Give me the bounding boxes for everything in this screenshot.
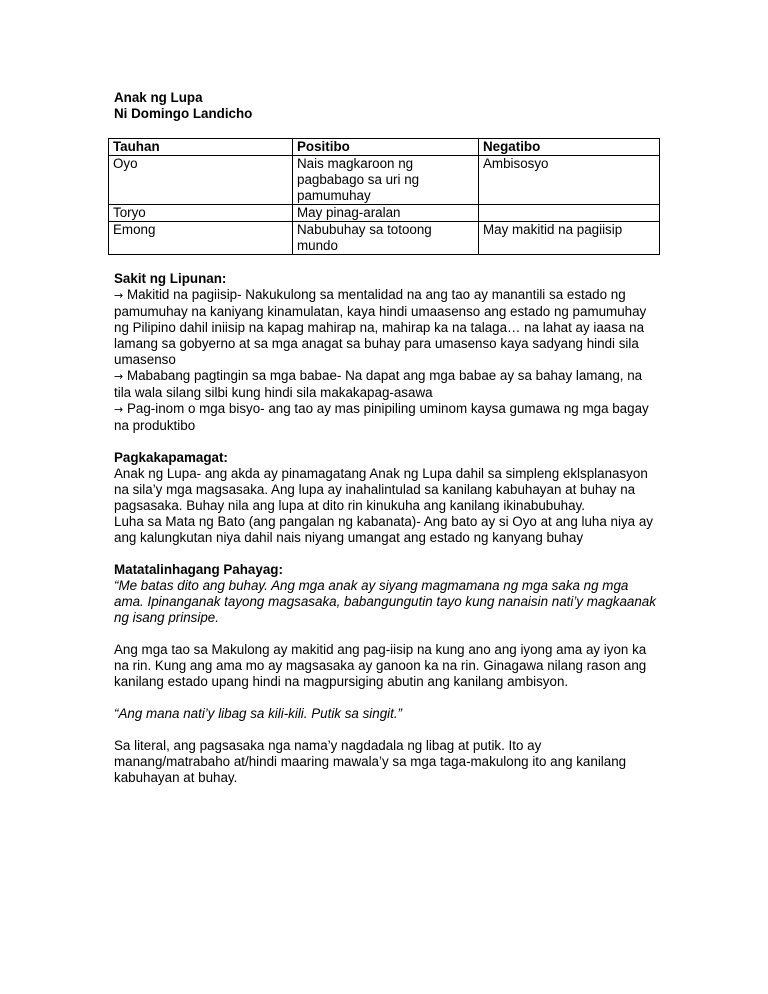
list-item-text: Makitid na pagiisip- Nakukulong sa mentalidad na ang tao ay manantili sa estado ng pamumuhay na kaniyang kinamulatan, kaya hindi umaasenso ang estado ng pamumuhay ng Pilipino dahil iniisip na kapag mahirap na, mahirap ka na talaga… na lahat ay iaasa na lamang sa gobyerno at sa mga anagat sa buhay para umasenso kaya sadyang hindi sila umasenso (114, 287, 647, 367)
section-heading: Pagkakapamagat: (114, 450, 228, 465)
table-cell (479, 205, 660, 222)
section-heading: Sakit ng Lipunan: (114, 271, 227, 286)
column-header-negatibo: Negatibo (479, 139, 660, 156)
column-header-positibo: Positibo (293, 139, 479, 156)
table-cell: Emong (109, 222, 293, 255)
table-cell: Ambisosyo (479, 156, 660, 205)
list-item-text: Mababang pagtingin sa mga babae- Na dapat ang mga babae ay sa bahay lamang, na tila wala silang silbi kung hindi sila makakapag-asawa (114, 368, 643, 400)
paragraph: Ang mga tao sa Makulong ay makitid ang pag-iisip na kung ano ang iyong ama ay iyon ka na rin. Kung ang ama mo ay magsasaka ay ganoon ka na rin. Ginagawa nilang rason ang kanilang estado upang hindi na magpursiging abutin ang kanilang ambisyon. (114, 642, 647, 689)
quote: “Ang mana nati’y libag sa kili-kili. Putik sa singit.” (114, 706, 403, 721)
paragraph: Sa literal, ang pagsasaka nga nama’y nagdadala ng libag at putik. Ito ay manang/matrabaho at/hindi maaring mawala’y sa mga taga-makulong ito ang kanilang kabuhayan at buhay. (114, 738, 627, 785)
table-header-row (109, 139, 660, 156)
document-author: Ni Domingo Landicho (114, 106, 253, 121)
document-title: Anak ng Lupa (114, 90, 203, 105)
table-row (109, 222, 660, 255)
arrow-icon: → (114, 370, 124, 383)
table-cell: Oyo (109, 156, 293, 205)
table-row (109, 156, 660, 205)
table-row (109, 205, 660, 222)
list-item (114, 368, 658, 401)
list-item (114, 401, 658, 434)
quote: “Me batas dito ang buhay. Ang mga anak ay siyang magmamana ng mga saka ng mga ama. Ipinanganak tayong magsasaka, babangungutin tayo kung nanaisin nati’y magkaanak ng isang prinsipe. (114, 578, 656, 625)
section-matatalinhagang-pahayag (114, 562, 658, 786)
column-header-tauhan: Tauhan (109, 139, 293, 156)
table-cell: Nabubuhay sa totoong mundo (293, 222, 479, 255)
arrow-icon: → (114, 289, 124, 302)
title-block (114, 90, 658, 122)
list-item (114, 287, 658, 368)
paragraph: Luha sa Mata ng Bato (ang pangalan ng kabanata)- Ang bato ay si Oyo at ang luha niya ay ang kalungkutan niya dahil nais niyang umangat ang estado ng kanyang buhay (114, 514, 653, 545)
section-heading: Matatalinhagang Pahayag: (114, 562, 283, 577)
arrow-icon: → (114, 403, 124, 416)
table-cell: May makitid na pagiisip (479, 222, 660, 255)
section-pagkakapamagat (114, 450, 658, 546)
paragraph: Anak ng Lupa- ang akda ay pinamagatang Anak ng Lupa dahil sa simpleng eklsplanasyon na sila’y mga magsasaka. Ang lupa ay inahalintulad sa kanilang kabuhayan at buhay na pagsasaka. Buhay nila ang lupa at dito rin kinukuha ang kanilang ikinabubuhay. (114, 466, 648, 513)
character-table (108, 138, 660, 255)
document-page (114, 90, 658, 786)
table-cell: Toryo (109, 205, 293, 222)
section-sakit-ng-lipunan (114, 271, 658, 434)
table-cell: Nais magkaroon ng pagbabago sa uri ng pamumuhay (293, 156, 479, 205)
list-item-text: Pag-inom o mga bisyo- ang tao ay mas pinipiling uminom kaysa gumawa ng mga bagay na produktibo (114, 401, 649, 433)
table-cell: May pinag-aralan (293, 205, 479, 222)
